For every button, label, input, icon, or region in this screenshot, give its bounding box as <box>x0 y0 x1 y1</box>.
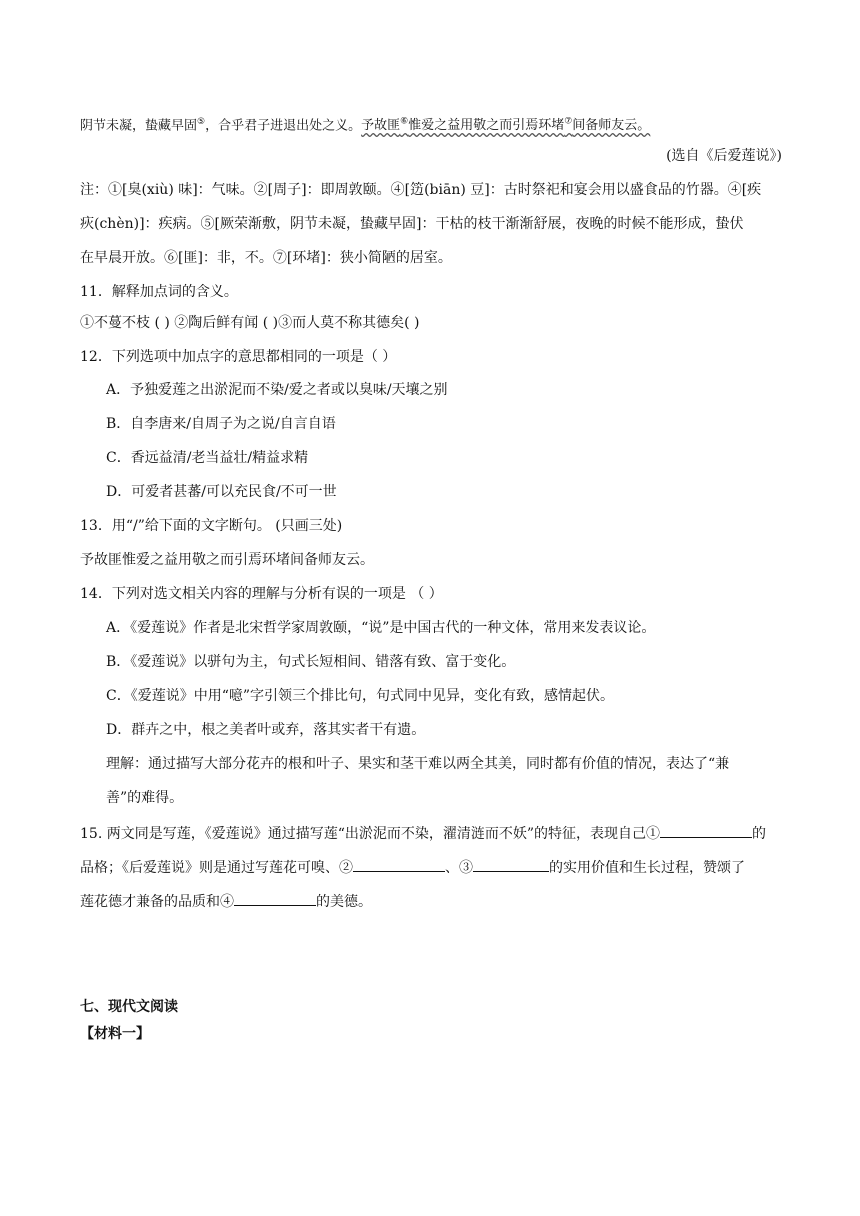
option-c: C．《爱莲说》中用“噫”字引领三个排比句，句式同中见异，变化有致，感情起伏。 <box>106 688 615 704</box>
wavy-underlined-sentence: 予故匪⑥惟爱之益用敬之而引焉环堵⑦间备师友云。 <box>361 117 651 134</box>
passage-text: 阴节未凝，蛰藏早固 <box>80 118 198 134</box>
question-15-line: 莲花德才兼备的品质和④ 的美德。 <box>80 890 782 912</box>
answer-blank-4[interactable] <box>234 890 316 906</box>
option-b: B．自李唐来/自周子为之说/自言自语 <box>106 416 336 432</box>
question-11-stem: 11．解释加点词的含义。 <box>80 284 238 300</box>
answer-blank-3[interactable] <box>473 856 549 872</box>
material-label: 【材料一】 <box>80 1026 150 1042</box>
note-line: 在早晨开放。⑥[匪]：非，不。⑦[环堵]：狭小简陋的居室。 <box>80 250 452 266</box>
passage-text: ，合乎君子进退出处之义。 <box>205 118 362 134</box>
question-11-items: ①不蔓不枝 ( ) ②陶后鲜有闻 ( )③而人莫不称其德矣( ) <box>80 315 420 331</box>
answer-blank-2[interactable] <box>353 856 445 872</box>
section-title: 七、现代文阅读 <box>80 999 178 1015</box>
option-c: C．香远益清/老当益壮/精益求精 <box>106 450 309 466</box>
question-14-stem: 14．下列对选文相关内容的理解与分析有误的一项是 （ ） <box>80 586 443 602</box>
note-line: 注：①[臭(xiù) 味]：气味。②[周子]：即周敦颐。④[笾(biān) 豆]：古时祭祀和宴会用以盛食品的竹器。④[疾 <box>80 182 762 198</box>
passage-source: (选自《后爱莲说》) <box>666 148 782 164</box>
option-d-understanding: 善”的难得。 <box>106 790 184 806</box>
question-12-stem: 12．下列选项中加点字的意思都相同的一项是（ ） <box>80 349 397 365</box>
question-15-line: 品格；《后爱莲说》则是通过写莲花可嗅、② 、③ 的实用价值和生长过程，赞颂了 <box>80 856 782 878</box>
option-d: D．群卉之中，根之美者叶或弃，落其实者干有遗。 <box>106 722 426 738</box>
option-a: A．《爱莲说》作者是北宋哲学家周敦颐，“说”是中国古代的一种文体，常用来发表议论。 <box>106 620 656 636</box>
option-a: A．予独爱莲之出淤泥而不染/爱之者或以臭味/天壤之别 <box>106 382 448 398</box>
option-d-understanding: 理解：通过描写大部分花卉的根和叶子、果实和茎干难以两全其美，同时都有价值的情况，表达了“兼 <box>106 756 730 772</box>
footnote-mark: ⑤ <box>197 117 206 127</box>
question-15-line: 15. 两文同是写莲，《爱莲说》通过描写莲“出淤泥而不染，濯清涟而不妖”的特征，表现自己① 的 <box>80 822 782 844</box>
question-13-stem: 13．用“/”给下面的文字断句。 (只画三处) <box>80 518 343 534</box>
option-b: B．《爱莲说》以骈句为主，句式长短相间、错落有致、富于变化。 <box>106 654 516 670</box>
passage-line <box>80 112 782 136</box>
note-line: 疢(chèn)]：疾病。⑤[厥荣渐敷，阴节未凝，蛰藏早固]：干枯的枝干渐渐舒展，夜晚的时候不能形成，蛰伏 <box>80 216 744 232</box>
question-13-text: 予故匪惟爱之益用敬之而引焉环堵间备师友云。 <box>80 552 374 568</box>
answer-blank-1[interactable] <box>660 822 752 838</box>
option-d: D．可爱者甚蕃/可以充民食/不可一世 <box>106 484 337 500</box>
